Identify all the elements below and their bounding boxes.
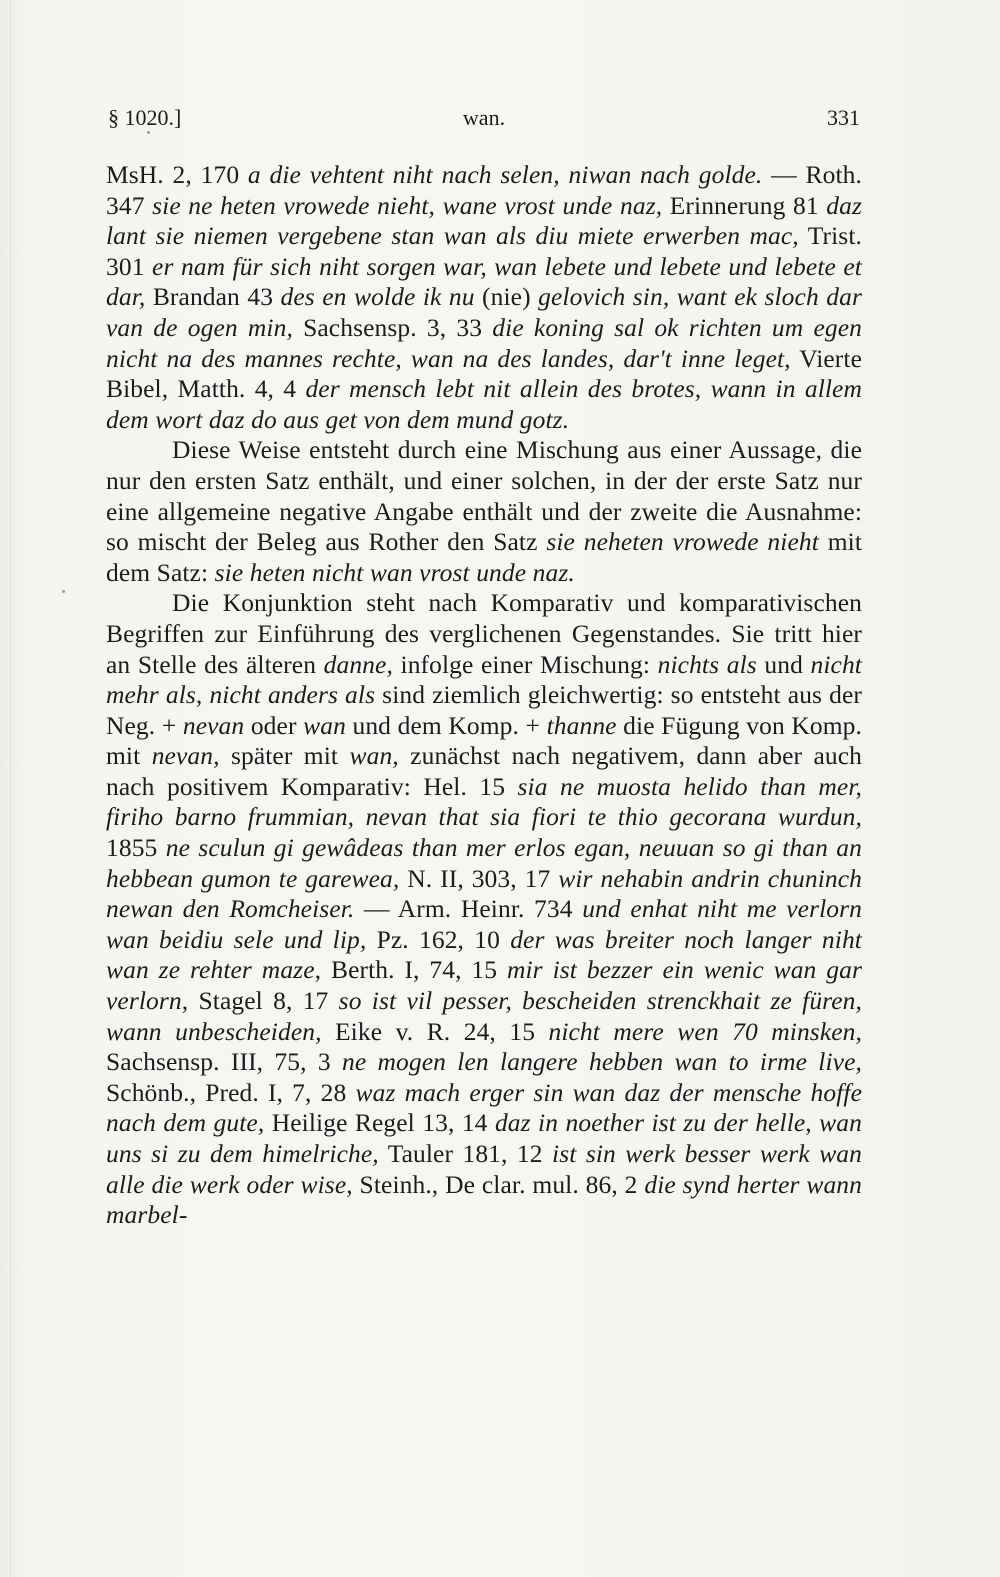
italic-quotation: danne, bbox=[323, 649, 393, 679]
text-run: Stagel 8, 17 bbox=[188, 986, 339, 1016]
text-run: später mit bbox=[219, 741, 350, 771]
text-run: die Fügung von Komp. mit bbox=[106, 710, 863, 771]
italic-quotation: und enhat niht me verlorn wan beidiu sele und lip, bbox=[106, 894, 863, 954]
text-run: Pz. 162, 10 bbox=[366, 924, 511, 954]
text-run: Vierte Bibel, Matth. 4, 4 bbox=[106, 343, 862, 404]
italic-quotation: daz lant sie niemen vergebene stan wan als diu miete erwerben mac, bbox=[106, 190, 863, 251]
text-run: Sachsensp. 3, 33 bbox=[292, 312, 493, 342]
text-run: Tauler 181, 12 bbox=[378, 1139, 553, 1168]
header-keyword: wan. bbox=[462, 105, 506, 130]
italic-quotation: nevan bbox=[182, 710, 245, 740]
text-run: 1855 bbox=[106, 833, 166, 863]
italic-quotation: des en wolde ik nu bbox=[280, 282, 475, 312]
text-run: Sachsensp. III, 75, 3 bbox=[106, 1047, 342, 1077]
italic-quotation: nevan, bbox=[151, 741, 220, 771]
italic-quotation: ist sin werk besser werk wan alle die werk oder wise, bbox=[106, 1139, 863, 1199]
text-run: oder bbox=[244, 710, 304, 740]
italic-quotation: daz in noether ist zu der helle, wan uns si zu dem himelriche, bbox=[106, 1108, 862, 1168]
text-run: — Roth. 347 bbox=[106, 160, 862, 220]
italic-quotation: sie ne heten vrowede nieht, wane vrost unde naz, bbox=[152, 190, 663, 220]
text-run: Erinnerung 81 bbox=[662, 190, 827, 220]
print-speck bbox=[62, 590, 65, 593]
text-run: Diese Weise entsteht durch eine Mischung aus einer Aussage, die nur den ersten Satz enthält, und einer solchen, in der der erste Satz nur eine allgemeine negative Angabe enthält und der zweite die Ausnahme: so mischt der Beleg aus Rother den Satz bbox=[106, 435, 862, 557]
paragraph bbox=[106, 160, 862, 435]
paragraph bbox=[106, 588, 862, 1230]
print-speck bbox=[147, 131, 150, 134]
text-run: infolge einer Mischung: bbox=[392, 649, 658, 679]
page-edge-shadow bbox=[10, 0, 11, 1577]
text-run: Trist. 301 bbox=[106, 221, 862, 281]
italic-quotation: wan, bbox=[349, 741, 399, 771]
italic-quotation: thanne bbox=[546, 710, 617, 740]
body-text bbox=[106, 160, 862, 1231]
section-reference: § 1020.] bbox=[108, 105, 182, 130]
italic-quotation: a die vehtent niht nach selen, niwan nach golde. bbox=[247, 160, 763, 189]
text-run: Berth. I, 74, 15 bbox=[321, 955, 507, 985]
italic-quotation: so ist vil pesser, bescheiden strenckhait ze füren, wann unbescheiden, bbox=[106, 986, 863, 1046]
italic-quotation: ne sculun gi gewâdeas than mer erlos egan, neuuan so gi than an hebbean gumon te garewea, bbox=[106, 833, 862, 893]
italic-quotation: nicht mehr als, nicht anders als bbox=[106, 649, 862, 710]
italic-quotation: nicht mere wen 70 minsken, bbox=[548, 1016, 862, 1046]
text-run: Steinh., De clar. mul. 86, 2 bbox=[352, 1169, 645, 1199]
italic-quotation: waz mach erger sin wan daz der mensche hoffe nach dem gute, bbox=[106, 1077, 862, 1138]
italic-quotation: mir ist bezzer ein wenic wan gar verlorn, bbox=[106, 955, 862, 1016]
italic-quotation: ne mogen len langere hebben wan to irme live, bbox=[342, 1047, 862, 1077]
italic-quotation: wir nehabin andrin chuninch newan den Romcheiser. bbox=[106, 863, 863, 924]
text-run: mit dem Satz: bbox=[106, 527, 863, 587]
text-run: und dem Komp. + bbox=[345, 710, 547, 740]
text-run: Eike v. R. 24, 15 bbox=[321, 1016, 549, 1046]
text-run: Schönb., Pred. I, 7, 28 bbox=[106, 1077, 356, 1107]
italic-quotation: sie neheten vrowede nieht bbox=[546, 527, 819, 557]
paragraph bbox=[106, 435, 862, 588]
text-run: sind ziemlich gleichwertig: so entsteht aus der Neg. + bbox=[106, 680, 862, 740]
text-run: zunächst nach negativem, dann aber auch nach positivem Komparativ: Hel. 15 bbox=[106, 741, 862, 801]
italic-quotation: gelovich sin, want ek sloch dar van de ogen min, bbox=[106, 282, 862, 342]
italic-quotation: sia ne muosta helido than mer, firiho barno frummian, nevan that sia fiori te thio gecorana wurdun, bbox=[106, 771, 863, 832]
text-run: Die Konjunktion steht nach Komparativ und komparativischen Begriffen zur Einführung des verglichenen Gegenstandes. Sie tritt hier an Stelle des älteren bbox=[106, 588, 862, 679]
text-run: (nie) bbox=[474, 282, 539, 312]
italic-quotation: wan bbox=[303, 710, 346, 740]
text-run: — Arm. Heinr. 734 bbox=[354, 894, 583, 924]
text-run: Brandan 43 bbox=[145, 282, 281, 312]
italic-quotation: die koning sal ok richten um egen nicht na des mannes rechte, wan na des landes, dar't inne leget, bbox=[106, 312, 862, 373]
italic-quotation: sie heten nicht wan vrost unde naz. bbox=[214, 557, 575, 587]
italic-quotation: die synd herter wann marbel- bbox=[106, 1169, 862, 1230]
italic-quotation: der was breiter noch langer niht wan ze rehter maze, bbox=[106, 924, 862, 985]
italic-quotation: er nam für sich niht sorgen war, wan lebete und lebete und lebete et dar, bbox=[106, 251, 862, 312]
running-header bbox=[108, 103, 860, 133]
italic-quotation: der mensch lebt nit allein des brotes, wann in allem dem wort daz do aus get von dem mund gotz. bbox=[106, 374, 862, 434]
italic-quotation: nichts als bbox=[657, 649, 757, 679]
text-run: Heilige Regel 13, 14 bbox=[264, 1108, 495, 1138]
text-run: und bbox=[756, 649, 811, 679]
text-run: MsH. 2, 170 bbox=[106, 160, 248, 189]
text-run: N. II, 303, 17 bbox=[399, 863, 559, 893]
page-number: 331 bbox=[827, 105, 860, 130]
